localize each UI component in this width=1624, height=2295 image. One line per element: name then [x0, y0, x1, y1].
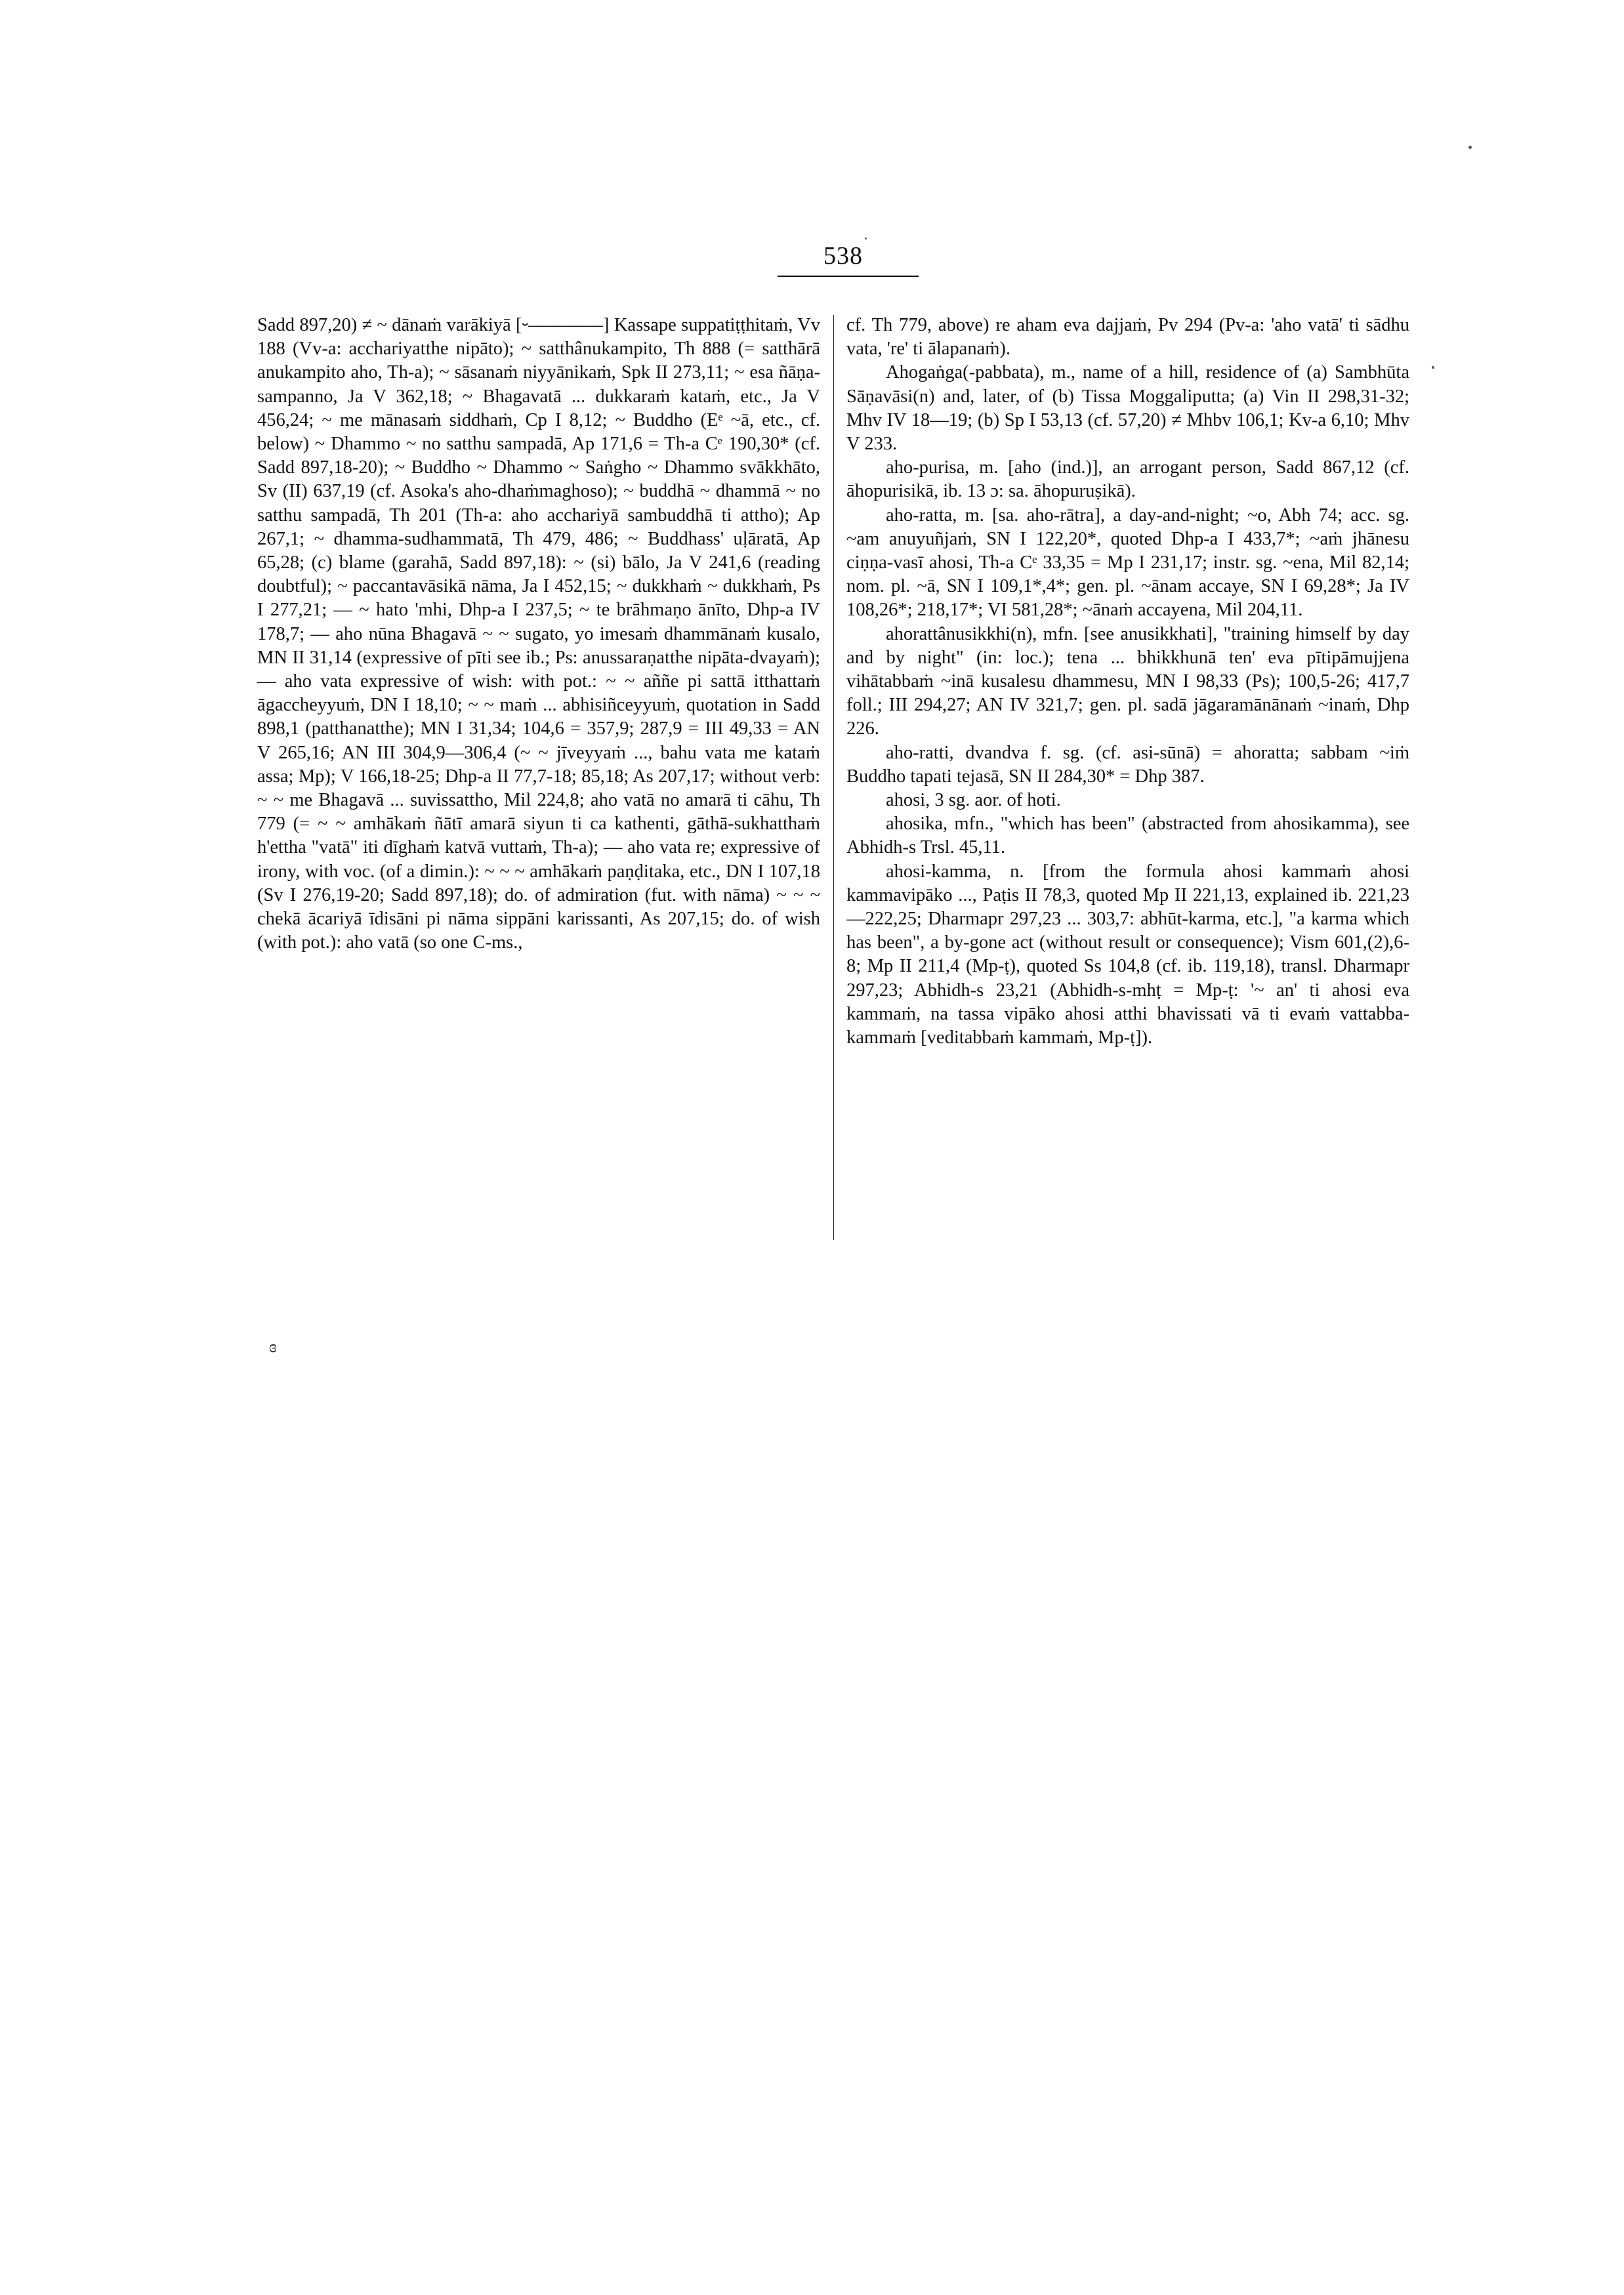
entry-aho-ratti: aho-ratti, dvandva f. sg. (cf. asi-sūnā) = ahoratta; sabbam ~iṁ Buddho tapati tejasā, SN II 284,30* = Dhp 387. — [846, 742, 1409, 787]
margin-mark: ɞ — [269, 1337, 277, 1356]
right-column — [846, 314, 1409, 1050]
right-paragraph-continuation: cf. Th 779, above) re aham eva dajjaṁ, Pv 294 (Pv-a: 'aho vatā' ti sādhu vata, 're' ti ālapanaṁ). — [846, 315, 1409, 360]
left-column — [257, 314, 820, 955]
entry-ahosi-kamma: ahosi-kamma, n. [from the formula ahosi kammaṁ ahosi kammavipāko ..., Paṭis II 78,3, quoted Mp II 221,13, explained ib. 221,23—222,25; Dharmapr 297,23 ... 303,7: abhūt-karma, etc.], "a karma which has been", a by-gone act (without result or consequence); Vism 601,(2),6-8; Mp II 211,4 (Mp-ṭ), quoted Ss 104,8 (cf. ib. 119,18), transl. Dharmapr 297,23; Abhidh-s 23,21 (Abhidh-s-mhṭ = Mp-ṭ: '~ an' ti ahosi eva kammaṁ, na tassa vipāko ahosi atthi bhavissati vā ti evaṁ vattabba-kammaṁ [veditabbaṁ kammaṁ, Mp-ṭ]). — [846, 861, 1409, 1048]
entry-ahorattanusikkhi: ahorattânusikkhi(n), mfn. [see anusikkhati], "training himself by day and by night" (in: loc.); tena ... bhikkhunā ten' eva pītipāmujjena vihātabbaṁ ~inā kusalesu dhammesu, MN I 98,33 (Ps); 100,5-26; 417,7 foll.; III 294,27; AN IV 321,7; gen. pl. sadā jāgaramānānaṁ ~inaṁ, Dhp 226. — [846, 623, 1409, 739]
entry-aho-purisa: aho-purisa, m. [aho (ind.)], an arrogant person, Sadd 867,12 (cf. āhopurisikā, ib. 13 ɔ: sa. āhopuruṣikā). — [846, 457, 1409, 502]
page-number: 538 — [823, 242, 863, 270]
scan-speck — [1468, 146, 1472, 149]
entry-ahosi: ahosi, 3 sg. aor. of hoti. — [886, 790, 1061, 811]
left-paragraph: Sadd 897,20) ≠ ~ dānaṁ varākiyā [⏑————] Kassape suppatiṭṭhitaṁ, Vv 188 (Vv-a: acchariyatthe nipāto); ~ satthânukampito, Th 888 (= satthārā anukampito aho, Th-a); ~ sāsanaṁ niyyānikaṁ, Spk II 273,11; ~ esa ñāṇa-sampanno, Ja V 362,18; ~ Bhagavatā ... dukkaraṁ kataṁ, etc., Ja V 456,24; ~ me mānasaṁ siddhaṁ, Cp I 8,12; ~ Buddho (Eᵉ ~ā, etc., cf. below) ~ Dhammo ~ no satthu sampadā, Ap 171,6 = Th-a Cᵉ 190,30* (cf. Sadd 897,18-20); ~ Buddho ~ Dhammo ~ Saṅgho ~ Dhammo svākkhāto, Sv (II) 637,19 (cf. Asoka's aho-dhaṁmaghoso); ~ buddhā ~ dhammā ~ no satthu sampadā, Th 201 (Th-a: aho acchariyā sambuddhā ti attho); Ap 267,1; ~ dhamma-sudhammatā, Th 479, 486; ~ Buddhass' uḷāratā, Ap 65,28; (c) blame (garahā, Sadd 897,18): ~ (si) bālo, Ja V 241,6 (reading doubtful); ~ paccantavāsikā nāma, Ja I 452,15; ~ dukkhaṁ ~ dukkhaṁ, Ps I 277,21; — ~ hato 'mhi, Dhp-a I 237,5; ~ te brāhmaṇo ānīto, Dhp-a IV 178,7; — aho nūna Bhagavā ~ ~ sugato, yo imesaṁ dhammānaṁ kusalo, MN II 31,14 (expressive of pīti see ib.; Ps: anussaraṇatthe nipāta-dvayaṁ); — aho vata expressive of wish: with pot.: ~ ~ aññe pi sattā itthattaṁ āgaccheyyuṁ, DN I 18,10; ~ ~ maṁ ... abhisiñceyyuṁ, quotation in Sadd 898,1 (patthanatthe); MN I 31,34; 104,6 = 357,9; 287,9 = III 49,33 = AN V 265,16; AN III 304,9—306,4 (~ ~ jīveyyaṁ ..., bahu vata me kataṁ assa; Mp); V 166,18-25; Dhp-a II 77,7-18; 85,18; As 207,17; without verb: ~ ~ me Bhagavā ... suvissattho, Mil 224,8; aho vatā no amarā ti cāhu, Th 779 (= ~ ~ amhākaṁ ñātī amarā siyun ti ca kathenti, gāthā-sukhatthaṁ h'ettha "vatā" iti dīghaṁ katvā vuttaṁ, Th-a); — aho vata re; expressive of irony, with voc. (of a dimin.): ~ ~ ~ amhākaṁ paṇḍitaka, etc., DN I 107,18 (Sv I 276,19-20; Sadd 897,18); do. of admiration (fut. with nāma) ~ ~ ~ chekā ācariyā īdisāni pi nāma sippāni karissanti, As 207,15; do. of wish (with pot.): aho vatā (so one C-ms., — [257, 315, 820, 953]
page-number-rule — [778, 276, 919, 277]
entry-ahosika: ahosika, mfn., "which has been" (abstracted from ahosikamma), see Abhidh-s Trsl. 45,11. — [846, 814, 1409, 858]
entry-aho-ratta: aho-ratta, m. [sa. aho-rātra], a day-and-night; ~o, Abh 74; acc. sg. ~am anuyuñjaṁ, SN I 122,20*, quoted Dhp-a I 433,7*; ~aṁ jhānesu ciṇṇa-vasī ahosi, Th-a Cᵉ 33,35 = Mp I 231,17; instr. sg. ~ena, Mil 82,14; nom. pl. ~ā, SN I 109,1*,4*; gen. pl. ~ānam accaye, SN I 69,28*; Ja IV 108,26*; 218,17*; VI 581,28*; ~ānaṁ accayena, Mil 204,11. — [846, 505, 1409, 621]
entry-ahoganga: Ahogaṅga(-pabbata), m., name of a hill, residence of (a) Sambhūta Sāṇavāsi(n) and, later, of (b) Tissa Moggaliputta; (a) Vin II 298,31-32; Mhv IV 18—19; (b) Sp I 53,13 (cf. 57,20) ≠ Mhbv 106,1; Kv-a 6,10; Mhv V 233. — [846, 362, 1409, 455]
column-divider — [833, 315, 834, 1240]
scan-speck — [1432, 366, 1434, 369]
scan-speck — [865, 238, 867, 239]
